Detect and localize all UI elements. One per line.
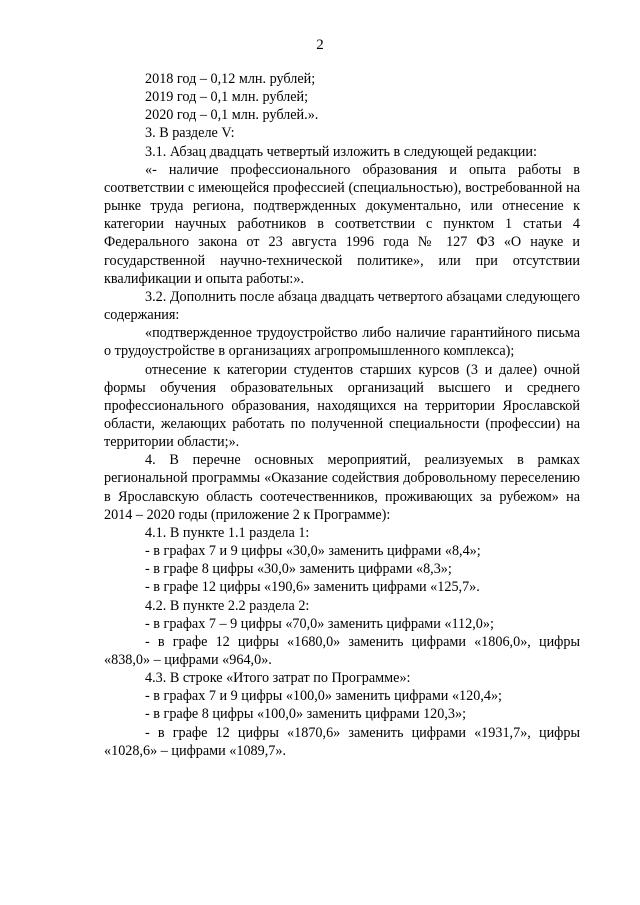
page-number: 2	[316, 37, 324, 53]
paragraph: - в графе 8 цифры «100,0» заменить цифрами 120,3»;	[145, 706, 467, 723]
paragraph: - в графе 12 цифры «1680,0» заменить цифрами «1806,0», цифры «838,0» – цифрами «964,0».	[104, 633, 580, 668]
paragraph: 4.2. В пункте 2.2 раздела 2:	[145, 597, 310, 614]
paragraph: - в графах 7 – 9 цифры «70,0» заменить цифрами «112,0»;	[145, 615, 494, 632]
paragraph: 2020 год – 0,1 млн. рублей.».	[145, 107, 319, 124]
paragraph: 3. В разделе V:	[145, 125, 235, 142]
paragraph: 2019 год – 0,1 млн. рублей;	[145, 89, 309, 106]
paragraph: 2018 год – 0,12 млн. рублей;	[145, 71, 316, 87]
paragraph: 4.1. В пункте 1.1 раздела 1:	[145, 524, 310, 541]
paragraph: 4. В перечне основных мероприятий, реализуемых в рамках региональной программы «Оказание содействия добровольному переселению в Ярославскую область соотечественников, проживающих за рубежом» на 2014 – 2020 годы (приложение 2 к Программе):	[104, 452, 580, 523]
paragraph: 4.3. В строке «Итого затрат по Программе»:	[145, 670, 411, 687]
paragraph: - в графе 12 цифры «1870,6» заменить цифрами «1931,7», цифры «1028,6» – цифрами «1089,7».	[104, 724, 580, 759]
paragraph: 3.2. Дополнить после абзаца двадцать четвертого абзацами следующего содержания:	[104, 288, 580, 324]
paragraph: «- наличие профессионального образования и опыта работы в соответствии с имеющейся профессией (специальностью), востребованной на рынке труда региона, подтвержденных документально, или отнесение к категории научных работников в соответствии с пунктом 1 статьи 4 Федерального закона от 23 августа 1996 года № 127 ФЗ «О науке и государственной научно-технической политике», или при отсутствии квалификации и опыта работы:».	[104, 161, 580, 287]
paragraph: 3.1. Абзац двадцать четвертый изложить в следующей редакции:	[145, 143, 537, 160]
paragraph: - в графе 8 цифры «30,0» заменить цифрами «8,3»;	[145, 561, 452, 578]
paragraph: отнесение к категории студентов старших курсов (3 и далее) очной формы обучения образовательных организаций высшего и среднего профессионального образования, находящихся на территории Ярославской области, желающих работать по полученной специальности (профессии) на территории области;».	[104, 361, 580, 451]
paragraph: «подтвержденное трудоустройство либо наличие гарантийного письма о трудоустройстве в организациях агропромышленного комплекса);	[104, 325, 580, 360]
paragraph: - в графе 12 цифры «190,6» заменить цифрами «125,7».	[145, 579, 480, 596]
paragraph: - в графах 7 и 9 цифры «100,0» заменить цифрами «120,4»;	[145, 688, 503, 705]
document-body	[104, 70, 580, 760]
paragraph: - в графах 7 и 9 цифры «30,0» заменить цифрами «8,4»;	[145, 543, 481, 560]
